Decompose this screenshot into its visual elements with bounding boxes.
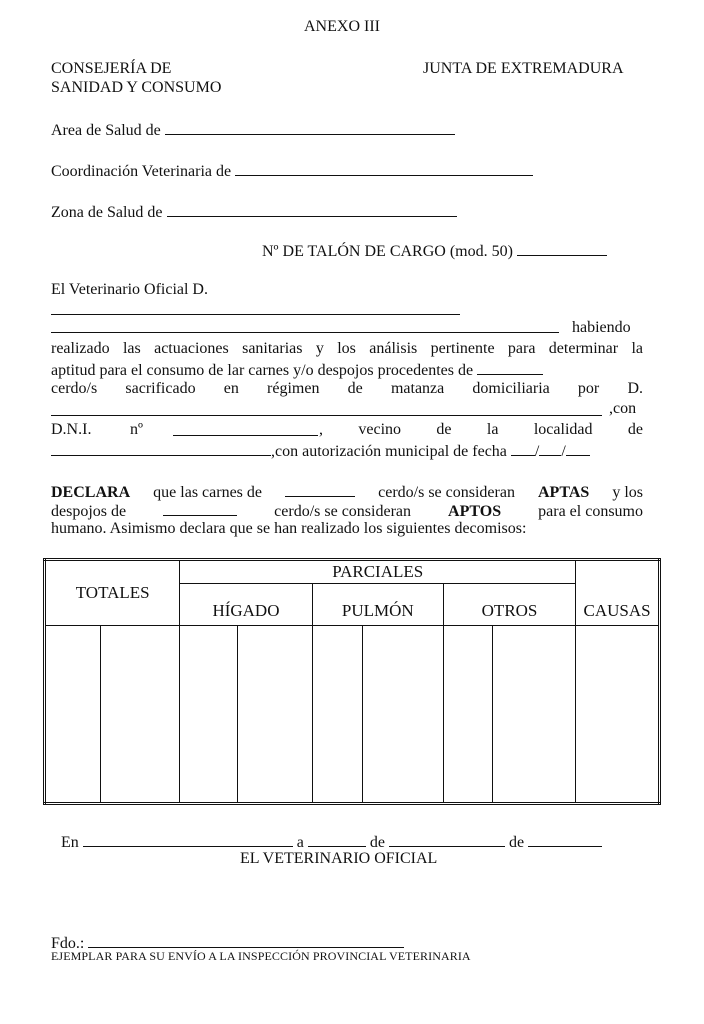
- dni-blank[interactable]: [173, 420, 318, 436]
- pulmon-cell-1[interactable]: [312, 626, 363, 804]
- annex-title: ANEXO III: [304, 18, 380, 35]
- day-blank[interactable]: [308, 831, 366, 847]
- vecino-text: , vecino de la localidad de: [319, 421, 643, 438]
- declara-text-1: que las carnes de: [153, 484, 263, 501]
- parciales-header: PARCIALES: [180, 560, 576, 584]
- vet-name-blank-2[interactable]: [51, 317, 559, 333]
- otros-cell-1[interactable]: [443, 626, 492, 804]
- date-month-blank[interactable]: [539, 440, 561, 456]
- year-blank[interactable]: [528, 831, 602, 847]
- declara-text-6: para el consumo: [538, 503, 643, 520]
- owner-name-line: [51, 400, 602, 421]
- aptas-word: APTAS: [538, 484, 590, 501]
- higado-header: HÍGADO: [180, 584, 312, 626]
- talon-cargo-blank[interactable]: [517, 240, 607, 256]
- date-slash-2: /: [561, 443, 566, 460]
- fdo-label: Fdo.:: [51, 935, 85, 952]
- zona-salud-field: [51, 201, 457, 222]
- causas-header: CAUSAS: [576, 560, 660, 626]
- area-salud-field: [51, 119, 455, 140]
- declara-text-5: cerdo/s se consideran: [274, 503, 412, 520]
- vet-label: El Veterinario Oficial D.: [51, 281, 208, 298]
- otros-header: OTROS: [443, 584, 575, 626]
- carnes-count-blank[interactable]: [285, 481, 355, 497]
- date-year-blank[interactable]: [566, 440, 590, 456]
- decomisos-table: [43, 558, 661, 805]
- totales-cell-2[interactable]: [100, 626, 180, 804]
- de-label-1: de: [369, 834, 385, 851]
- coordinacion-field: [51, 160, 533, 181]
- a-label: a: [296, 834, 304, 851]
- statement-line-3: cerdo/s sacrificado en régimen de matanza domiciliaria por D.: [51, 380, 643, 397]
- en-label: En: [61, 834, 79, 851]
- declara-word: DECLARA: [51, 484, 131, 501]
- declara-line-1: [51, 481, 643, 502]
- pulmon-header: PULMÓN: [312, 584, 443, 626]
- department-line-1: CONSEJERÍA DE: [51, 60, 172, 77]
- declara-text-2: cerdo/s se consideran: [378, 484, 515, 501]
- higado-cell-2[interactable]: [238, 626, 313, 804]
- causas-cell[interactable]: [576, 626, 660, 804]
- month-blank[interactable]: [389, 831, 505, 847]
- aptos-word: APTOS: [448, 503, 502, 520]
- pulmon-cell-2[interactable]: [363, 626, 444, 804]
- government-name: JUNTA DE EXTREMADURA: [423, 60, 624, 77]
- signature-blank[interactable]: [88, 932, 404, 948]
- autorizacion-line: [51, 440, 590, 461]
- copy-destination-note: EJEMPLAR PARA SU ENVÍO A LA INSPECCIÓN PROVINCIAL VETERINARIA: [51, 949, 471, 963]
- place-date-line: [61, 831, 602, 852]
- owner-name-blank[interactable]: [51, 400, 602, 416]
- declara-text-3: y los: [612, 484, 643, 501]
- coordinacion-label: Coordinación Veterinaria de: [51, 163, 232, 180]
- coordinacion-blank[interactable]: [235, 160, 533, 176]
- totales-cell-1[interactable]: [45, 626, 101, 804]
- declara-line-2: [51, 500, 643, 521]
- talon-cargo-label: Nº DE TALÓN DE CARGO (mod. 50): [262, 243, 513, 260]
- statement-line-2-text: aptitud para el consumo de lar carnes y/o despojos procedentes de: [51, 362, 474, 379]
- vet-name-blank-1[interactable]: [51, 299, 460, 315]
- habiendo-text: habiendo: [572, 319, 631, 336]
- area-salud-label: Area de Salud de: [51, 122, 161, 139]
- department-line-2: SANIDAD Y CONSUMO: [51, 79, 222, 96]
- place-blank[interactable]: [83, 831, 293, 847]
- locality-blank[interactable]: [51, 440, 271, 456]
- area-salud-blank[interactable]: [165, 119, 455, 135]
- statement-line-1: realizado las actuaciones sanitarias y los análisis pertinente para determinar la: [51, 340, 643, 357]
- signer-title: EL VETERINARIO OFICIAL: [240, 850, 438, 867]
- cerdos-count-blank[interactable]: [477, 359, 543, 375]
- talon-cargo-field: [262, 240, 607, 261]
- declara-line-3: humano. Asimismo declara que se han realizado los siguientes decomisos:: [51, 520, 527, 537]
- zona-salud-blank[interactable]: [167, 201, 457, 217]
- statement-line-2: [51, 359, 643, 380]
- higado-cell-1[interactable]: [180, 626, 238, 804]
- zona-salud-label: Zona de Salud de: [51, 204, 163, 221]
- otros-cell-2[interactable]: [492, 626, 575, 804]
- date-slash-1: /: [534, 443, 540, 460]
- dni-label: D.N.I.: [51, 421, 92, 438]
- totales-header: TOTALES: [45, 560, 180, 626]
- con-text: ,con: [609, 400, 637, 417]
- de-label-2: de: [509, 834, 525, 851]
- date-day-blank[interactable]: [511, 440, 535, 456]
- despojos-count-blank[interactable]: [163, 500, 237, 516]
- declara-text-4: despojos de: [51, 503, 127, 520]
- autorizacion-text: ,con autorización municipal de fecha: [271, 443, 507, 460]
- dni-number-label: nº: [130, 421, 143, 438]
